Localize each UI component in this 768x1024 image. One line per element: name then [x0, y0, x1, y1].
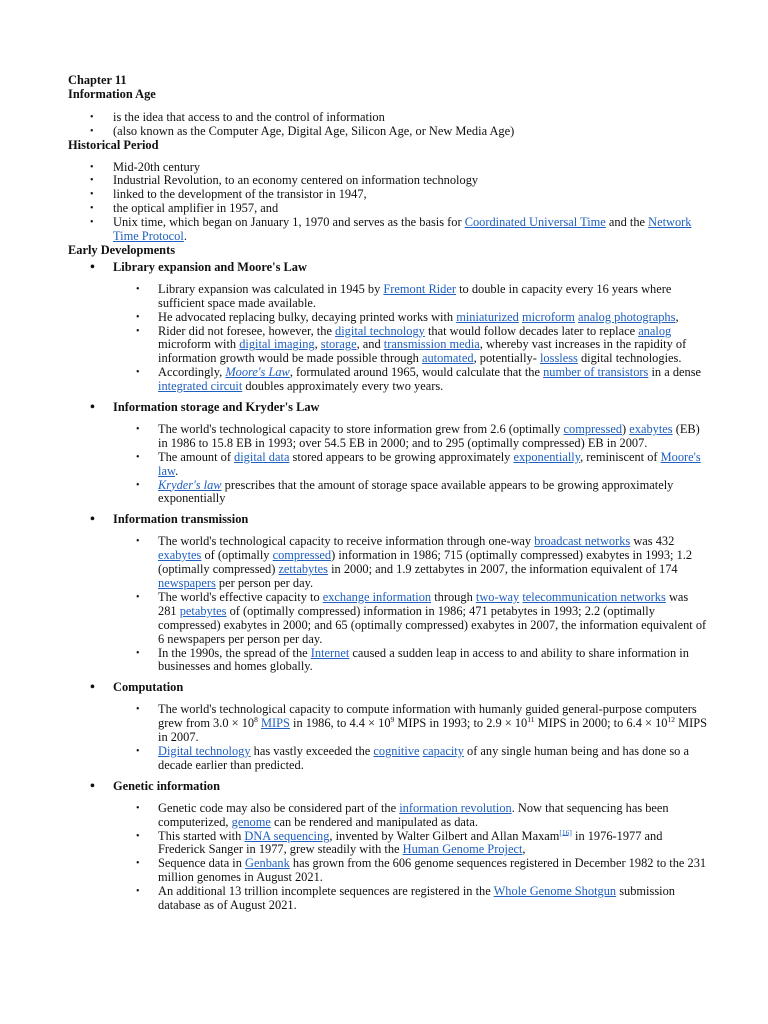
topic-transmission: [68, 513, 708, 674]
link-compressed-2[interactable]: compressed: [272, 548, 332, 563]
list-item: • (also known as the Computer Age, Digital Age, Silicon Age, or New Media Age): [68, 125, 708, 139]
topic-title: • Information transmission: [113, 512, 249, 527]
sub-list: [113, 535, 708, 674]
link-fremont-rider[interactable]: Fremont Rider: [383, 281, 456, 296]
topic-library: [68, 261, 708, 394]
link-moores-law-2[interactable]: Moore's law: [158, 449, 701, 478]
link-human-genome-project[interactable]: Human Genome Project: [402, 842, 523, 857]
topic-title: • Library expansion and Moore's Law: [113, 259, 307, 274]
link-newspapers[interactable]: newspapers: [158, 576, 216, 590]
link-two-way[interactable]: two-way: [475, 589, 520, 604]
link-exchange-information[interactable]: exchange information: [322, 589, 432, 604]
link-digital-technology[interactable]: digital technology: [335, 323, 425, 338]
link-number-of-transistors[interactable]: number of transistors: [543, 365, 649, 380]
link-cognitive[interactable]: cognitive: [373, 743, 420, 758]
citation-link[interactable]: [16]: [559, 827, 572, 837]
topic-title: • Computation: [113, 680, 184, 695]
link-whole-genome-shotgun[interactable]: Whole Genome Shotgun: [493, 884, 617, 899]
intro-list: [68, 111, 708, 139]
link-petabytes[interactable]: petabytes: [179, 603, 227, 618]
link-digital-technology-2[interactable]: Digital technology: [158, 743, 251, 758]
section-heading-early: Early Developments: [68, 242, 176, 257]
historical-list: [68, 161, 708, 244]
link-information-revolution[interactable]: information revolution: [399, 800, 512, 815]
list-item: • An additional 13 trillion incomplete sequences are registered in the Whole Genome Shotgun submission database as of August 2021.: [113, 885, 708, 913]
list-item: • The amount of digital data stored appears to be growing approximately exponentially, reminiscent of Moore's law.: [113, 451, 708, 479]
link-digital-data[interactable]: digital data: [234, 449, 290, 464]
list-item: • In the 1990s, the spread of the Internet caused a sudden leap in access to and ability to share information in businesses and homes globally.: [113, 647, 708, 675]
link-kryders-law[interactable]: Kryder's law: [158, 477, 222, 492]
list-item: • is the idea that access to and the control of information: [68, 111, 708, 125]
list-item: • Kryder's law prescribes that the amount of storage space available appears to be growing approximately exponentially: [113, 479, 708, 507]
list-item: • Library expansion was calculated in 1945 by Fremont Rider to double in capacity every 16 years where sufficient space made available.: [113, 283, 708, 311]
link-zettabytes[interactable]: zettabytes: [278, 562, 328, 577]
list-item: • Rider did not foresee, however, the digital technology that would follow decades later to replace analog microform with digital imaging, storage, and transmission media, whereby vast increases in the rapidity of information growth would be made possible through automated, potentially- lossless digital technologies.: [113, 325, 708, 367]
sub-list: [113, 703, 708, 773]
link-genbank[interactable]: Genbank: [245, 856, 290, 871]
link-dna-sequencing[interactable]: DNA sequencing: [244, 828, 330, 843]
topic-computation: [68, 681, 708, 772]
link-digital-imaging[interactable]: digital imaging: [239, 337, 315, 352]
list-item: • linked to the development of the transistor in 1947,: [68, 188, 708, 202]
link-compressed[interactable]: compressed: [563, 421, 623, 436]
link-capacity[interactable]: capacity: [422, 743, 464, 758]
sub-list: [113, 423, 708, 506]
link-exabytes[interactable]: exabytes: [629, 421, 673, 436]
link-internet[interactable]: Internet: [310, 645, 350, 660]
link-analog-photographs[interactable]: analog photographs: [578, 309, 676, 324]
sub-list: [113, 283, 708, 394]
link-exabytes-2[interactable]: exabytes: [158, 548, 202, 563]
section-heading-historical: Historical Period: [68, 137, 159, 152]
document-page: [68, 74, 708, 920]
link-genome[interactable]: genome: [231, 814, 271, 829]
link-storage[interactable]: storage: [320, 337, 357, 352]
sub-list: [113, 802, 708, 913]
list-item: • Genetic code may also be considered part of the information revolution. Now that sequencing has been computerized, genome can be rendered and manipulated as data.: [113, 802, 708, 830]
list-item: • The world's technological capacity to store information grew from 2.6 (optimally compressed) exabytes (EB) in 1986 to 15.8 EB in 1993; over 54.5 EB in 2000; and to 295 (optimally compressed) EB in 2007.: [113, 423, 708, 451]
list-item: • Digital technology has vastly exceeded the cognitive capacity of any single human being and has done so a decade earlier than predicted.: [113, 745, 708, 773]
link-exponentially[interactable]: exponentially: [513, 449, 581, 464]
link-integrated-circuit[interactable]: integrated circuit: [158, 379, 243, 394]
list-item: • the optical amplifier in 1957, and: [68, 202, 708, 216]
link-miniaturized[interactable]: miniaturized: [456, 309, 519, 324]
link-broadcast-networks[interactable]: broadcast networks: [534, 534, 631, 549]
list-item: • This started with DNA sequencing, invented by Walter Gilbert and Allan Maxam[16] in 1976-1977 and Frederick Sanger in 1977, grew steadily with the Human Genome Project,: [113, 830, 708, 858]
topic-title: • Genetic information: [113, 778, 221, 793]
page-title: Information Age: [68, 86, 156, 101]
topic-title: • Information storage and Kryder's Law: [113, 400, 320, 415]
list-item: • Accordingly, Moore's Law, formulated around 1965, would calculate that the number of transistors in a dense integrated circuit doubles approximately every two years.: [113, 366, 708, 394]
link-microform[interactable]: microform: [521, 309, 575, 324]
link-analog[interactable]: analog: [638, 323, 672, 338]
list-item: • Sequence data in Genbank has grown from the 606 genome sequences registered in December 1982 to the 231 million genomes in August 2021.: [113, 857, 708, 885]
list-item: • Unix time, which began on January 1, 1970 and serves as the basis for Coordinated Universal Time and the Network Time Protocol.: [68, 216, 708, 244]
link-automated[interactable]: automated: [421, 351, 474, 366]
link-transmission-media[interactable]: transmission media: [383, 337, 480, 352]
link-telecommunication-networks[interactable]: telecommunication networks: [522, 589, 666, 604]
link-mips[interactable]: MIPS: [260, 716, 290, 731]
link-lossless[interactable]: lossless: [539, 351, 578, 366]
link-coordinated-universal-time[interactable]: Coordinated Universal Time: [464, 215, 606, 230]
list-item: • Industrial Revolution, to an economy centered on information technology: [68, 174, 708, 188]
list-item: • The world's effective capacity to exchange information through two-way telecommunication networks was 281 petabytes of (optimally compressed) information in 1986; 471 petabytes in 1993; 2.2 (optimally compressed) exabytes in 2000; and 65 (optimally compressed) exabytes in 2007, the information equivalent of 6 newspapers per person per day.: [113, 591, 708, 647]
list-item: • He advocated replacing bulky, decaying printed works with miniaturized microform analog photographs,: [113, 311, 708, 325]
chapter-label: Chapter 11: [68, 73, 127, 87]
topic-storage: [68, 401, 708, 506]
list-item: • The world's technological capacity to compute information with humanly guided general-purpose computers grew from $3.0 \times 10^8$ MIPS in 1986, to $4.4 \times 10^9$ MIPS in 1993; to $2.9 \times 10^{11}$ MIPS in 2000; to $6.4 \times 10^{12}$ MIPS in 2007.: [113, 703, 708, 745]
link-network-time-protocol[interactable]: Network Time Protocol: [113, 215, 692, 244]
list-item: • The world's technological capacity to receive information through one-way broadcast networks was 432 exabytes of (optimally compressed) information in 1986; 715 (optimally compressed) exabytes in 1993; 1.2 (optimally compressed) zettabytes in 2000; and 1.9 zettabytes in 2007, the information equivalent of 174 newspapers per person per day.: [113, 535, 708, 591]
list-item: • Mid-20th century: [68, 161, 708, 175]
topic-genetic: [68, 780, 708, 913]
topic-list: [68, 261, 708, 913]
link-moores-law[interactable]: Moore's Law: [225, 365, 290, 380]
